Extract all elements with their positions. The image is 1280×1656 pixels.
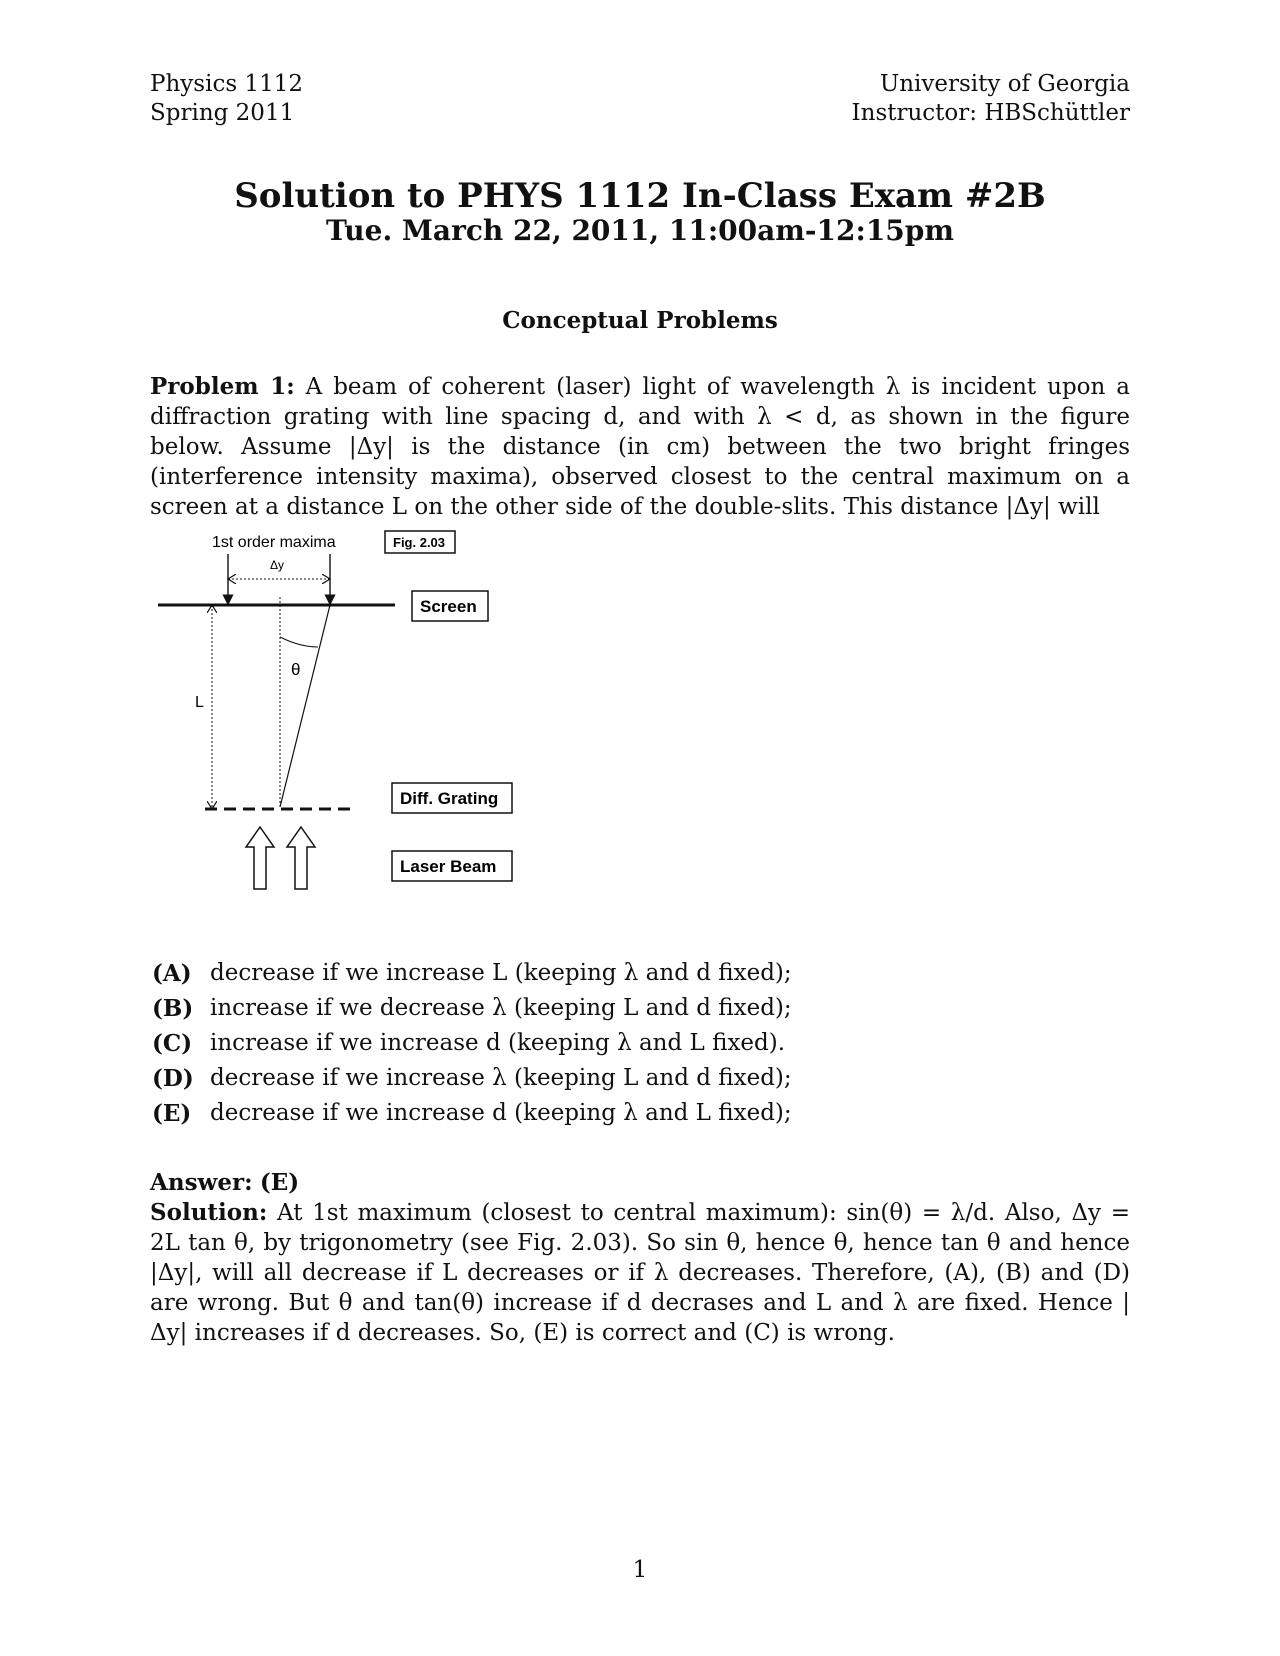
course-name: Physics 1112 xyxy=(150,71,303,97)
choice-a xyxy=(152,956,792,991)
page-number: 1 xyxy=(632,1557,648,1583)
answer-block xyxy=(150,1168,1130,1348)
solution-label: Solution: xyxy=(150,1199,268,1226)
l-label: L xyxy=(195,694,204,711)
fig-label: Fig. 2.03 xyxy=(393,535,446,550)
diffraction-figure xyxy=(150,525,550,915)
choice-text: increase if we decrease λ (keeping L and d fixed); xyxy=(210,995,792,1021)
choice-d xyxy=(152,1061,792,1096)
problem-statement xyxy=(150,372,1130,522)
page-title: Solution to PHYS 1112 In-Class Exam #2B xyxy=(234,176,1046,216)
answer-value: (E) xyxy=(259,1169,300,1196)
laser-arrow-left xyxy=(246,827,274,889)
choice-label: (A) xyxy=(152,960,192,987)
answer-choices xyxy=(152,956,792,1131)
choice-label: (D) xyxy=(152,1065,194,1092)
theta-arc xyxy=(280,637,318,647)
answer-label: Answer: xyxy=(150,1169,253,1196)
choice-label: (C) xyxy=(152,1030,193,1057)
maxima-label: 1st order maxima xyxy=(212,534,336,551)
ray-to-maximum xyxy=(280,605,330,807)
instructor: Instructor: HBSchüttler xyxy=(851,100,1130,126)
page-subtitle: Tue. March 22, 2011, 11:00am-12:15pm xyxy=(326,214,954,247)
choice-label: (E) xyxy=(152,1100,192,1127)
choice-text: increase if we increase d (keeping λ and L fixed). xyxy=(210,1030,786,1056)
section-heading: Conceptual Problems xyxy=(502,307,778,334)
answer-line xyxy=(150,1168,1130,1198)
header-left xyxy=(150,70,303,128)
choice-text: decrease if we increase d (keeping λ and L fixed); xyxy=(210,1100,792,1126)
choice-b xyxy=(152,991,792,1026)
problem-text: A beam of coherent (laser) light of wavelength λ is incident upon a diffraction grating with line spacing d, and with λ < d, as shown in the figure below. Assume |Δy| is the distance (in cm) between the two bright fringes (interference intensity maxima), observed closest to the central maximum on a screen at a distance L on the other side of the double-slits. This distance |Δy| will xyxy=(150,374,1130,520)
choice-c xyxy=(152,1026,792,1061)
choice-label: (B) xyxy=(152,995,194,1022)
laser-label: Laser Beam xyxy=(400,857,497,876)
grating-label: Diff. Grating xyxy=(400,789,499,808)
dy-label: Δy xyxy=(270,558,285,572)
laser-arrow-right xyxy=(287,827,315,889)
choice-text: decrease if we increase L (keeping λ and d fixed); xyxy=(210,960,792,986)
choice-e xyxy=(152,1096,792,1131)
choice-text: decrease if we increase λ (keeping L and d fixed); xyxy=(210,1065,792,1091)
term: Spring 2011 xyxy=(150,100,295,126)
university: University of Georgia xyxy=(879,71,1130,97)
solution-text: At 1st maximum (closest to central maximum): sin(θ) = λ/d. Also, Δy = 2L tan θ, by trigonometry (see Fig. 2.03). So sin θ, hence θ, hence tan θ and hence |Δy|, will all decrease if L decreases or if λ decreases. Therefore, (A), (B) and (D) are wrong. But θ and tan(θ) increase if d decrases and L and λ are fixed. Hence |Δy| increases if d decreases. So, (E) is correct and (C) is wrong. xyxy=(150,1200,1130,1346)
screen-label: Screen xyxy=(420,597,477,616)
solution-paragraph xyxy=(150,1198,1130,1348)
problem-label: Problem 1: xyxy=(150,373,295,400)
theta-label: θ xyxy=(291,660,301,679)
header-right xyxy=(852,70,1130,128)
